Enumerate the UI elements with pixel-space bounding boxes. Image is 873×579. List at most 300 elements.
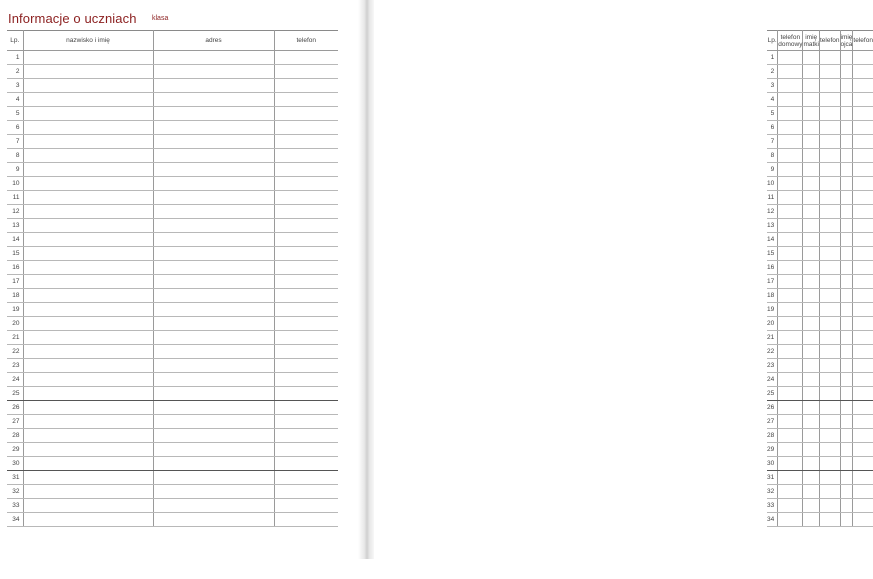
row-number: 18 [7,289,23,303]
contact-entry-cell[interactable] [840,331,853,345]
contact-entry-cell[interactable] [803,303,820,317]
contact-entry-cell[interactable] [840,205,853,219]
table-row [767,387,873,401]
student-entry-cell[interactable] [153,93,274,107]
parents-contact-table [767,30,873,527]
contact-entry-cell[interactable] [819,107,840,121]
contact-entry-cell[interactable] [778,261,803,275]
student-entry-cell[interactable] [153,107,274,121]
contact-entry-cell[interactable] [819,275,840,289]
student-entry-cell[interactable] [274,107,338,121]
contact-entry-cell[interactable] [853,205,873,219]
contact-entry-cell[interactable] [778,359,803,373]
contact-entry-cell[interactable] [803,233,820,247]
student-entry-cell[interactable] [274,79,338,93]
contact-entry-cell[interactable] [803,457,820,471]
student-entry-cell[interactable] [23,429,153,443]
student-entry-cell[interactable] [23,191,153,205]
contact-entry-cell[interactable] [803,429,820,443]
contact-entry-cell[interactable] [840,261,853,275]
contact-entry-cell[interactable] [853,317,873,331]
student-entry-cell[interactable] [274,485,338,499]
contact-entry-cell[interactable] [778,275,803,289]
contact-entry-cell[interactable] [778,345,803,359]
contact-entry-cell[interactable] [778,135,803,149]
student-entry-cell[interactable] [23,331,153,345]
contact-entry-cell[interactable] [778,373,803,387]
contact-entry-cell[interactable] [840,513,853,527]
contact-entry-cell[interactable] [819,345,840,359]
contact-entry-cell[interactable] [819,163,840,177]
contact-entry-cell[interactable] [803,317,820,331]
contact-entry-cell[interactable] [853,275,873,289]
contact-entry-cell[interactable] [803,443,820,457]
contact-entry-cell[interactable] [778,317,803,331]
contact-entry-cell[interactable] [803,387,820,401]
student-entry-cell[interactable] [274,359,338,373]
contact-entry-cell[interactable] [778,471,803,485]
contact-entry-cell[interactable] [803,205,820,219]
contact-entry-cell[interactable] [853,219,873,233]
contact-entry-cell[interactable] [840,247,853,261]
contact-entry-cell[interactable] [803,65,820,79]
contact-entry-cell[interactable] [778,499,803,513]
col-header-home-phone: telefon domowy [778,31,803,51]
student-entry-cell[interactable] [153,429,274,443]
student-entry-cell[interactable] [23,499,153,513]
contact-entry-cell[interactable] [778,163,803,177]
student-entry-cell[interactable] [23,471,153,485]
student-entry-cell[interactable] [153,401,274,415]
contact-entry-cell[interactable] [819,261,840,275]
student-entry-cell[interactable] [153,289,274,303]
student-entry-cell[interactable] [274,93,338,107]
contact-entry-cell[interactable] [853,177,873,191]
row-number: 33 [7,499,23,513]
contact-entry-cell[interactable] [853,513,873,527]
contact-entry-cell[interactable] [803,79,820,93]
contact-entry-cell[interactable] [840,345,853,359]
contact-entry-cell[interactable] [853,289,873,303]
contact-entry-cell[interactable] [819,457,840,471]
contact-entry-cell[interactable] [778,233,803,247]
student-entry-cell[interactable] [153,415,274,429]
table-row [7,331,338,345]
contact-entry-cell[interactable] [803,331,820,345]
contact-entry-cell[interactable] [853,331,873,345]
student-entry-cell[interactable] [153,191,274,205]
student-entry-cell[interactable] [274,401,338,415]
contact-entry-cell[interactable] [819,303,840,317]
row-number: 29 [7,443,23,457]
row-number: 18 [767,289,778,303]
contact-entry-cell[interactable] [840,471,853,485]
student-entry-cell[interactable] [274,121,338,135]
contact-entry-cell[interactable] [803,93,820,107]
contact-entry-cell[interactable] [819,443,840,457]
student-entry-cell[interactable] [274,471,338,485]
student-entry-cell[interactable] [274,499,338,513]
student-entry-cell[interactable] [23,219,153,233]
contact-entry-cell[interactable] [840,289,853,303]
student-entry-cell[interactable] [274,191,338,205]
contact-entry-cell[interactable] [853,135,873,149]
contact-entry-cell[interactable] [853,415,873,429]
contact-entry-cell[interactable] [819,79,840,93]
contact-entry-cell[interactable] [853,121,873,135]
student-entry-cell[interactable] [23,401,153,415]
contact-entry-cell[interactable] [803,51,820,65]
contact-entry-cell[interactable] [778,107,803,121]
contact-entry-cell[interactable] [840,107,853,121]
contact-entry-cell[interactable] [803,345,820,359]
contact-entry-cell[interactable] [853,345,873,359]
student-entry-cell[interactable] [23,373,153,387]
contact-entry-cell[interactable] [778,415,803,429]
contact-entry-cell[interactable] [803,163,820,177]
contact-entry-cell[interactable] [803,401,820,415]
contact-entry-cell[interactable] [840,149,853,163]
student-entry-cell[interactable] [153,149,274,163]
contact-entry-cell[interactable] [853,359,873,373]
contact-entry-cell[interactable] [853,149,873,163]
student-entry-cell[interactable] [23,415,153,429]
student-entry-cell[interactable] [274,317,338,331]
student-entry-cell[interactable] [274,387,338,401]
student-entry-cell[interactable] [23,387,153,401]
student-entry-cell[interactable] [153,233,274,247]
table-row [7,401,338,415]
contact-entry-cell[interactable] [853,65,873,79]
row-number: 3 [767,79,778,93]
row-number: 7 [767,135,778,149]
student-entry-cell[interactable] [274,345,338,359]
contact-entry-cell[interactable] [840,373,853,387]
student-entry-cell[interactable] [274,177,338,191]
contact-entry-cell[interactable] [819,359,840,373]
contact-entry-cell[interactable] [778,513,803,527]
student-entry-cell[interactable] [23,177,153,191]
contact-entry-cell[interactable] [840,485,853,499]
student-entry-cell[interactable] [23,485,153,499]
contact-entry-cell[interactable] [853,233,873,247]
contact-entry-cell[interactable] [853,93,873,107]
table-row [767,135,873,149]
student-entry-cell[interactable] [153,261,274,275]
contact-entry-cell[interactable] [778,65,803,79]
row-number: 20 [7,317,23,331]
contact-entry-cell[interactable] [819,135,840,149]
contact-entry-cell[interactable] [778,485,803,499]
contact-entry-cell[interactable] [840,163,853,177]
student-entry-cell[interactable] [153,485,274,499]
contact-entry-cell[interactable] [819,401,840,415]
student-entry-cell[interactable] [274,219,338,233]
contact-entry-cell[interactable] [778,121,803,135]
student-entry-cell[interactable] [23,51,153,65]
student-entry-cell[interactable] [274,373,338,387]
contact-entry-cell[interactable] [803,107,820,121]
student-entry-cell[interactable] [23,303,153,317]
student-entry-cell[interactable] [153,331,274,345]
student-entry-cell[interactable] [23,359,153,373]
contact-entry-cell[interactable] [840,191,853,205]
contact-entry-cell[interactable] [819,387,840,401]
contact-entry-cell[interactable] [778,401,803,415]
contact-entry-cell[interactable] [803,513,820,527]
contact-entry-cell[interactable] [840,443,853,457]
row-number: 34 [7,513,23,527]
student-entry-cell[interactable] [23,457,153,471]
contact-entry-cell[interactable] [853,261,873,275]
student-entry-cell[interactable] [153,387,274,401]
contact-entry-cell[interactable] [853,443,873,457]
student-entry-cell[interactable] [153,471,274,485]
student-entry-cell[interactable] [153,163,274,177]
student-entry-cell[interactable] [23,79,153,93]
contact-entry-cell[interactable] [853,107,873,121]
contact-entry-cell[interactable] [778,149,803,163]
row-number: 2 [767,65,778,79]
student-entry-cell[interactable] [153,457,274,471]
contact-entry-cell[interactable] [819,149,840,163]
table-row [7,317,338,331]
contact-entry-cell[interactable] [840,233,853,247]
table-row [7,219,338,233]
contact-entry-cell[interactable] [819,471,840,485]
student-entry-cell[interactable] [153,135,274,149]
student-entry-cell[interactable] [23,135,153,149]
contact-entry-cell[interactable] [840,499,853,513]
contact-entry-cell[interactable] [840,457,853,471]
table-row [7,513,338,527]
student-entry-cell[interactable] [274,443,338,457]
contact-entry-cell[interactable] [778,429,803,443]
student-entry-cell[interactable] [274,289,338,303]
student-entry-cell[interactable] [153,121,274,135]
contact-entry-cell[interactable] [803,275,820,289]
student-entry-cell[interactable] [23,107,153,121]
student-entry-cell[interactable] [274,51,338,65]
student-entry-cell[interactable] [23,275,153,289]
student-entry-cell[interactable] [153,65,274,79]
student-entry-cell[interactable] [274,513,338,527]
student-entry-cell[interactable] [274,275,338,289]
student-entry-cell[interactable] [153,499,274,513]
contact-entry-cell[interactable] [803,219,820,233]
contact-entry-cell[interactable] [853,499,873,513]
contact-entry-cell[interactable] [819,247,840,261]
contact-entry-cell[interactable] [853,401,873,415]
contact-entry-cell[interactable] [853,373,873,387]
student-entry-cell[interactable] [23,65,153,79]
student-entry-cell[interactable] [153,205,274,219]
contact-entry-cell[interactable] [853,429,873,443]
student-entry-cell[interactable] [153,303,274,317]
contact-entry-cell[interactable] [840,219,853,233]
table-row [767,471,873,485]
row-number: 13 [7,219,23,233]
student-entry-cell[interactable] [23,345,153,359]
contact-entry-cell[interactable] [840,415,853,429]
contact-entry-cell[interactable] [819,317,840,331]
contact-entry-cell[interactable] [840,65,853,79]
contact-entry-cell[interactable] [819,191,840,205]
contact-entry-cell[interactable] [840,429,853,443]
contact-entry-cell[interactable] [803,485,820,499]
contact-entry-cell[interactable] [819,65,840,79]
contact-entry-cell[interactable] [819,485,840,499]
contact-entry-cell[interactable] [819,219,840,233]
contact-entry-cell[interactable] [803,471,820,485]
contact-entry-cell[interactable] [819,513,840,527]
contact-entry-cell[interactable] [853,163,873,177]
table-row [767,303,873,317]
contact-entry-cell[interactable] [778,387,803,401]
contact-entry-cell[interactable] [778,219,803,233]
student-entry-cell[interactable] [23,443,153,457]
contact-entry-cell[interactable] [840,79,853,93]
contact-entry-cell[interactable] [819,289,840,303]
contact-entry-cell[interactable] [819,93,840,107]
contact-entry-cell[interactable] [803,149,820,163]
contact-entry-cell[interactable] [853,471,873,485]
row-number: 32 [767,485,778,499]
student-entry-cell[interactable] [153,177,274,191]
student-entry-cell[interactable] [274,65,338,79]
student-entry-cell[interactable] [274,149,338,163]
student-entry-cell[interactable] [274,163,338,177]
student-entry-cell[interactable] [153,317,274,331]
contact-entry-cell[interactable] [819,499,840,513]
student-entry-cell[interactable] [274,457,338,471]
student-entry-cell[interactable] [153,359,274,373]
student-entry-cell[interactable] [23,121,153,135]
contact-entry-cell[interactable] [840,317,853,331]
student-entry-cell[interactable] [153,51,274,65]
contact-entry-cell[interactable] [778,289,803,303]
contact-entry-cell[interactable] [840,387,853,401]
contact-entry-cell[interactable] [819,373,840,387]
contact-entry-cell[interactable] [819,233,840,247]
contact-entry-cell[interactable] [803,289,820,303]
row-number: 17 [7,275,23,289]
contact-entry-cell[interactable] [819,205,840,219]
contact-entry-cell[interactable] [803,191,820,205]
contact-entry-cell[interactable] [778,457,803,471]
contact-entry-cell[interactable] [778,93,803,107]
student-entry-cell[interactable] [23,317,153,331]
student-entry-cell[interactable] [23,233,153,247]
contact-entry-cell[interactable] [819,177,840,191]
contact-entry-cell[interactable] [778,303,803,317]
student-entry-cell[interactable] [23,149,153,163]
contact-entry-cell[interactable] [778,331,803,345]
contact-entry-cell[interactable] [840,177,853,191]
contact-entry-cell[interactable] [778,51,803,65]
contact-entry-cell[interactable] [778,177,803,191]
contact-entry-cell[interactable] [803,135,820,149]
contact-entry-cell[interactable] [853,457,873,471]
contact-entry-cell[interactable] [803,499,820,513]
contact-entry-cell[interactable] [778,205,803,219]
contact-entry-cell[interactable] [778,79,803,93]
student-entry-cell[interactable] [274,429,338,443]
student-entry-cell[interactable] [153,79,274,93]
contact-entry-cell[interactable] [803,177,820,191]
contact-entry-cell[interactable] [803,121,820,135]
student-entry-cell[interactable] [153,275,274,289]
student-entry-cell[interactable] [23,163,153,177]
contact-entry-cell[interactable] [840,93,853,107]
contact-entry-cell[interactable] [819,51,840,65]
table-row [7,443,338,457]
student-entry-cell[interactable] [153,443,274,457]
student-entry-cell[interactable] [153,373,274,387]
contact-entry-cell[interactable] [819,121,840,135]
contact-entry-cell[interactable] [840,135,853,149]
contact-entry-cell[interactable] [853,303,873,317]
contact-entry-cell[interactable] [853,485,873,499]
contact-entry-cell[interactable] [803,359,820,373]
contact-entry-cell[interactable] [803,415,820,429]
student-entry-cell[interactable] [274,303,338,317]
student-entry-cell[interactable] [23,205,153,219]
student-entry-cell[interactable] [23,289,153,303]
student-entry-cell[interactable] [274,247,338,261]
student-entry-cell[interactable] [274,233,338,247]
contact-entry-cell[interactable] [819,429,840,443]
contact-entry-cell[interactable] [803,261,820,275]
contact-entry-cell[interactable] [853,79,873,93]
contact-entry-cell[interactable] [803,247,820,261]
contact-entry-cell[interactable] [853,387,873,401]
contact-entry-cell[interactable] [840,303,853,317]
contact-entry-cell[interactable] [778,443,803,457]
student-entry-cell[interactable] [274,261,338,275]
student-entry-cell[interactable] [153,219,274,233]
student-entry-cell[interactable] [153,345,274,359]
student-entry-cell[interactable] [274,331,338,345]
student-entry-cell[interactable] [23,513,153,527]
contact-entry-cell[interactable] [803,373,820,387]
table-row [767,499,873,513]
contact-entry-cell[interactable] [853,191,873,205]
student-entry-cell[interactable] [23,247,153,261]
student-entry-cell[interactable] [274,415,338,429]
contact-entry-cell[interactable] [840,51,853,65]
contact-entry-cell[interactable] [840,121,853,135]
contact-entry-cell[interactable] [778,247,803,261]
contact-entry-cell[interactable] [840,401,853,415]
student-entry-cell[interactable] [23,261,153,275]
contact-entry-cell[interactable] [853,247,873,261]
contact-entry-cell[interactable] [853,51,873,65]
student-entry-cell[interactable] [153,247,274,261]
contact-entry-cell[interactable] [840,359,853,373]
contact-entry-cell[interactable] [819,415,840,429]
student-entry-cell[interactable] [23,93,153,107]
student-entry-cell[interactable] [274,205,338,219]
row-number: 27 [7,415,23,429]
contact-entry-cell[interactable] [778,191,803,205]
contact-entry-cell[interactable] [819,331,840,345]
contact-entry-cell[interactable] [840,275,853,289]
left-page [0,0,360,559]
student-entry-cell[interactable] [274,135,338,149]
row-number: 10 [767,177,778,191]
student-entry-cell[interactable] [153,513,274,527]
